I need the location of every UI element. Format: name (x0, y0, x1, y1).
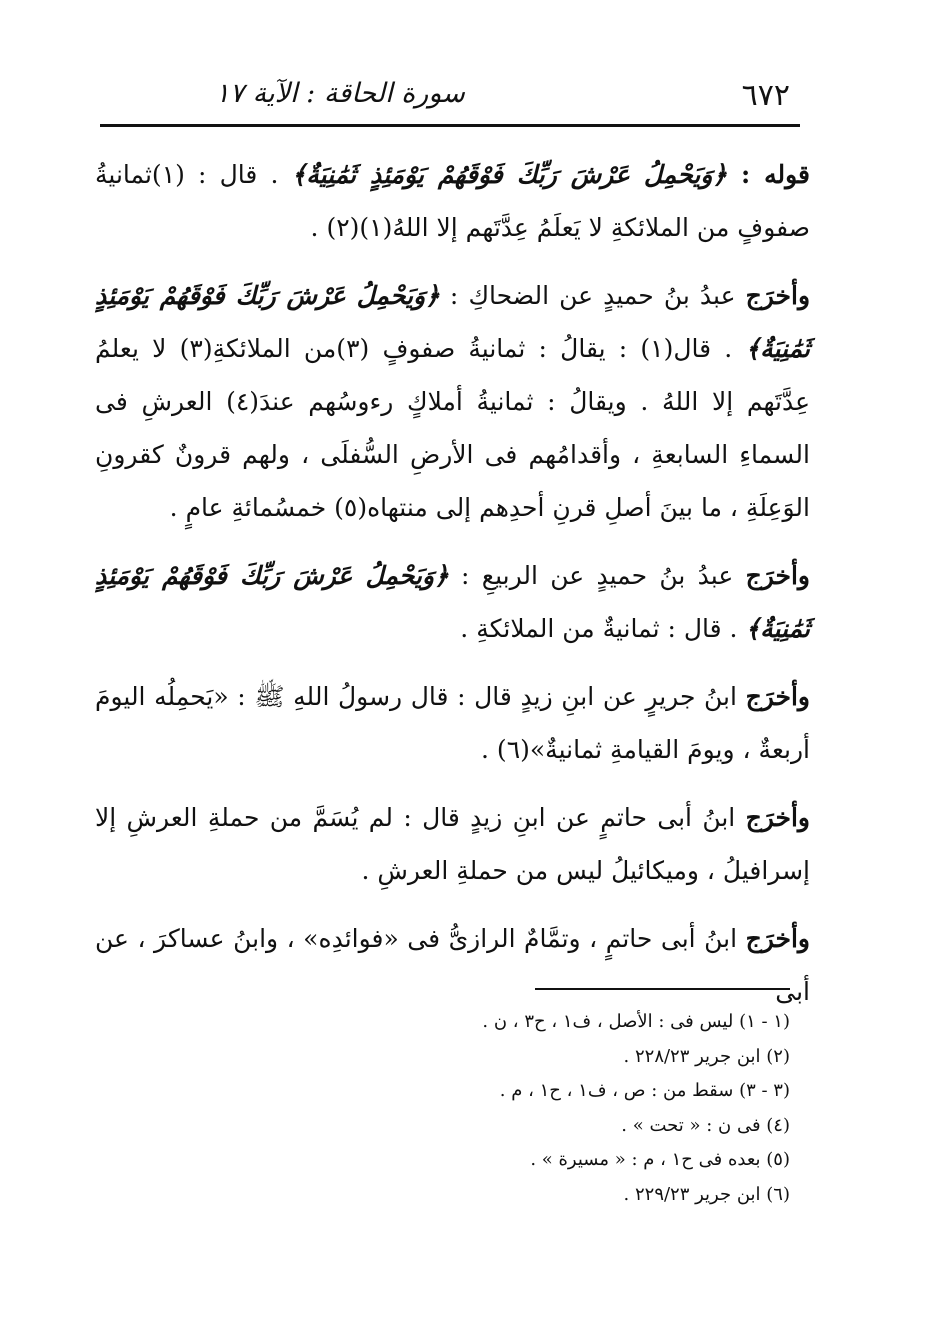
paragraph-text: ابنُ جريرٍ عن ابنِ زيدٍ قال : قال رسولُ اللهِ ﷺ : «يَحمِلُه اليومَ أربعةٌ ، ويومَ القيامةِ ثمانيةٌ»(٦) . (95, 682, 810, 764)
paragraph-lead: وأخرَج (745, 561, 810, 590)
paragraph-text: ابنُ أبى حاتمٍ ، وتمَّامٌ الرازىُّ فى «فوائدِه» ، وابنُ عساكرَ ، عن أبى (95, 924, 810, 1006)
paragraph-text: . قال(١) : يقالُ : ثمانيةُ صفوفٍ (٣)من الملائكةِ(٣) لا يعلمُ عِدَّتَهم إلا اللهُ . ويقالُ : ثمانيةُ أملاكٍ رءوسُهم عندَ(٤) العرشِ فى السماءِ السابعةِ ، وأقدامُهم فى الأرضِ السُّفلَى ، ولهم قرونٌ كقرونِ الوَعِلَةِ ، ما بينَ أصلِ قرنِ أحدِهم إلى منتهاه(٥) خمسُمائةِ عامٍ . (95, 334, 810, 522)
footnote-rule (535, 988, 790, 990)
paragraph-lead: قوله : (727, 160, 810, 189)
header-rule (100, 124, 800, 127)
paragraph-2 (95, 269, 810, 534)
paragraph-6 (95, 912, 810, 1018)
paragraph-text: ابنُ أبى حاتمٍ عن ابنِ زيدٍ قال : لم يُسَمَّ من حملةِ العرشِ إلا إسرافيلُ ، وميكائيلُ ليس من حملةِ العرشِ . (95, 803, 810, 885)
paragraph-text: . قال : ثمانيةٌ من الملائكةِ . (460, 614, 746, 643)
footnote: (٣ - ٣) سقط من : ص ، ف١ ، ح١ ، م . (499, 1080, 790, 1102)
paragraph-lead: وأخرَج (745, 281, 811, 310)
page-number: ٦٧٢ (741, 78, 790, 113)
paragraph-1 (95, 148, 810, 254)
quran-verse: ﴿وَيَحْمِلُ عَرْشَ رَبِّكَ فَوْقَهُمْ يَوْمَئِذٍ ثَمَٰنِيَةٌ﴾ (291, 160, 728, 189)
paragraph-5 (95, 791, 810, 897)
footnote: (٦) ابن جرير ٢٢٩/٢٣ . (623, 1183, 790, 1205)
footnote: (٤) فى ن : « تحت » . (621, 1114, 790, 1136)
running-head: سورة الحاقة : الآية ١٧ (215, 78, 465, 109)
paragraph-lead: وأخرَج (745, 803, 810, 832)
paragraph-text: عبدُ بنُ حميدٍ عن الربيعِ : (448, 561, 746, 590)
paragraph-lead: وأخرَج (745, 682, 810, 711)
paragraph-4 (95, 670, 810, 776)
footnote: (٢) ابن جرير ٢٢٨/٢٣ . (623, 1045, 790, 1067)
body-text (95, 148, 810, 1033)
quran-verse: ﴿وَيَحْمِلُ عَرْشَ رَبِّكَ فَوْقَهُمْ يَوْمَئِذٍ ثَمَٰنِيَةٌ﴾ (95, 281, 811, 363)
footnote: (٥) بعده فى ح١ ، م : « مسيرة » . (530, 1149, 790, 1171)
quran-verse: ﴿وَيَحْمِلُ عَرْشَ رَبِّكَ فَوْقَهُمْ يَوْمَئِذٍ ثَمَٰنِيَةٌ﴾ (95, 561, 810, 643)
footnote: (١ - ١) ليس فى : الأصل ، ف١ ، ح٣ ، ن . (482, 1011, 790, 1032)
paragraph-text: عبدُ بنُ حميدٍ عن الضحاكِ : (439, 281, 746, 310)
page-header (100, 78, 790, 122)
paragraph-3 (95, 549, 810, 655)
paragraph-lead: وأخرَج (745, 924, 810, 953)
paragraph-text: . قال : (١)ثمانيةُ صفوفٍ من الملائكةِ لا يَعلَمُ عِدَّتَهم إلا اللهُ(١)(٢) . (95, 160, 810, 242)
footnotes (310, 1005, 790, 1213)
